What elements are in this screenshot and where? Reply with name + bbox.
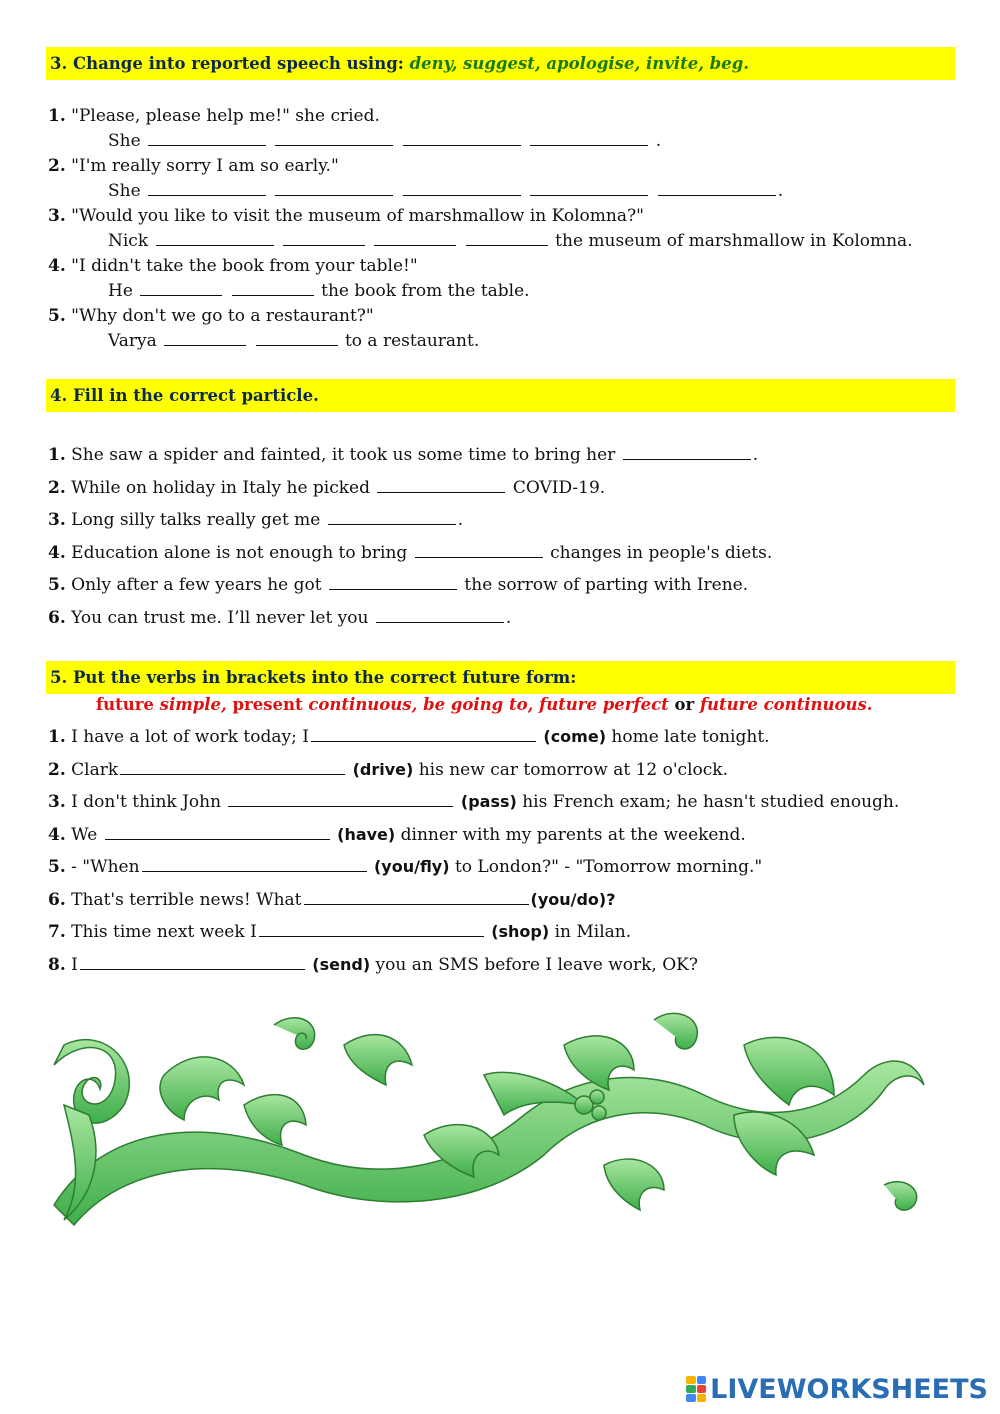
answer-blank[interactable] <box>228 791 453 807</box>
section-3-verbs: deny, suggest, apologise, invite, beg. <box>409 54 749 73</box>
answer-blank[interactable] <box>328 509 456 525</box>
answer-blank[interactable] <box>377 477 505 493</box>
s4-item-3: 3. Long silly talks really get me . <box>48 510 464 530</box>
answer-blank[interactable] <box>530 130 648 146</box>
section-5-forms: future simple, present continuous, be going to, future perfect or future continuous. <box>96 695 873 714</box>
answer-blank[interactable] <box>259 921 484 937</box>
section-4-heading <box>46 379 955 412</box>
s3-item-5-quote: 5. "Why don't we go to a restaurant?" <box>48 306 374 326</box>
answer-blank[interactable] <box>120 759 345 775</box>
s3-item-4-quote: 4. "I didn't take the book from your table!" <box>48 256 418 276</box>
answer-blank[interactable] <box>105 824 330 840</box>
answer-blank[interactable] <box>466 230 548 246</box>
s5-item-4: 4. We (have) dinner with my parents at the weekend. <box>48 825 746 845</box>
s3-item-1-answer: She . <box>108 131 662 151</box>
answer-blank[interactable] <box>311 726 536 742</box>
s3-item-5-answer: Varya to a restaurant. <box>108 331 480 351</box>
floral-ornament-image <box>44 1005 936 1250</box>
answer-blank[interactable] <box>304 889 529 905</box>
answer-blank[interactable] <box>256 330 338 346</box>
s3-item-2-answer: She . <box>108 181 784 201</box>
section-3-title: 3. Change into reported speech using: <box>50 54 404 73</box>
liveworksheets-logo-icon <box>686 1376 706 1402</box>
liveworksheets-logo <box>686 1373 988 1405</box>
answer-blank[interactable] <box>376 607 504 623</box>
answer-blank[interactable] <box>142 856 367 872</box>
s3-item-3-answer: Nick the museum of marshmallow in Kolomna. <box>108 231 913 251</box>
answer-blank[interactable] <box>164 330 246 346</box>
section-4-title: 4. Fill in the correct particle. <box>50 386 319 405</box>
answer-blank[interactable] <box>232 280 314 296</box>
answer-blank[interactable] <box>148 180 266 196</box>
answer-blank[interactable] <box>415 542 543 558</box>
answer-blank[interactable] <box>403 130 521 146</box>
s3-item-2-quote: 2. "I'm really sorry I am so early." <box>48 156 339 176</box>
logo-text: LIVEWORKSHEETS <box>710 1373 988 1405</box>
s4-item-5: 5. Only after a few years he got the sorrow of parting with Irene. <box>48 575 749 595</box>
answer-blank[interactable] <box>140 280 222 296</box>
s5-item-1: 1. I have a lot of work today; I (come) home late tonight. <box>48 727 770 747</box>
answer-blank[interactable] <box>80 954 305 970</box>
answer-blank[interactable] <box>374 230 456 246</box>
answer-blank[interactable] <box>275 130 393 146</box>
s4-item-4: 4. Education alone is not enough to bring changes in people's diets. <box>48 543 773 563</box>
answer-blank[interactable] <box>148 130 266 146</box>
section-5-title: 5. Put the verbs in brackets into the correct future form: <box>50 668 577 687</box>
answer-blank[interactable] <box>283 230 365 246</box>
answer-blank[interactable] <box>329 574 457 590</box>
s4-item-2: 2. While on holiday in Italy he picked COVID-19. <box>48 478 606 498</box>
answer-blank[interactable] <box>658 180 776 196</box>
s5-item-7: 7. This time next week I (shop) in Milan. <box>48 922 632 942</box>
s4-item-6: 6. You can trust me. I’ll never let you . <box>48 608 512 628</box>
s5-item-8: 8. I (send) you an SMS before I leave work, OK? <box>48 955 698 975</box>
s4-item-1: 1. She saw a spider and fainted, it took us some time to bring her . <box>48 445 759 465</box>
s5-item-2: 2. Clark (drive) his new car tomorrow at 12 o'clock. <box>48 760 728 780</box>
s3-item-1-quote: 1. "Please, please help me!" she cried. <box>48 106 380 126</box>
section-3-heading <box>46 47 955 80</box>
s3-item-4-answer: He the book from the table. <box>108 281 530 301</box>
answer-blank[interactable] <box>623 444 751 460</box>
answer-blank[interactable] <box>403 180 521 196</box>
s3-item-3-quote: 3. "Would you like to visit the museum of marshmallow in Kolomna?" <box>48 206 644 226</box>
s5-item-5: 5. - "When (you/fly) to London?" - "Tomorrow morning." <box>48 857 763 877</box>
answer-blank[interactable] <box>530 180 648 196</box>
s5-item-6: 6. That's terrible news! What (you/do)? <box>48 890 616 910</box>
section-5-heading <box>46 661 955 694</box>
s5-item-3: 3. I don't think John (pass) his French exam; he hasn't studied enough. <box>48 792 900 812</box>
answer-blank[interactable] <box>275 180 393 196</box>
answer-blank[interactable] <box>156 230 274 246</box>
